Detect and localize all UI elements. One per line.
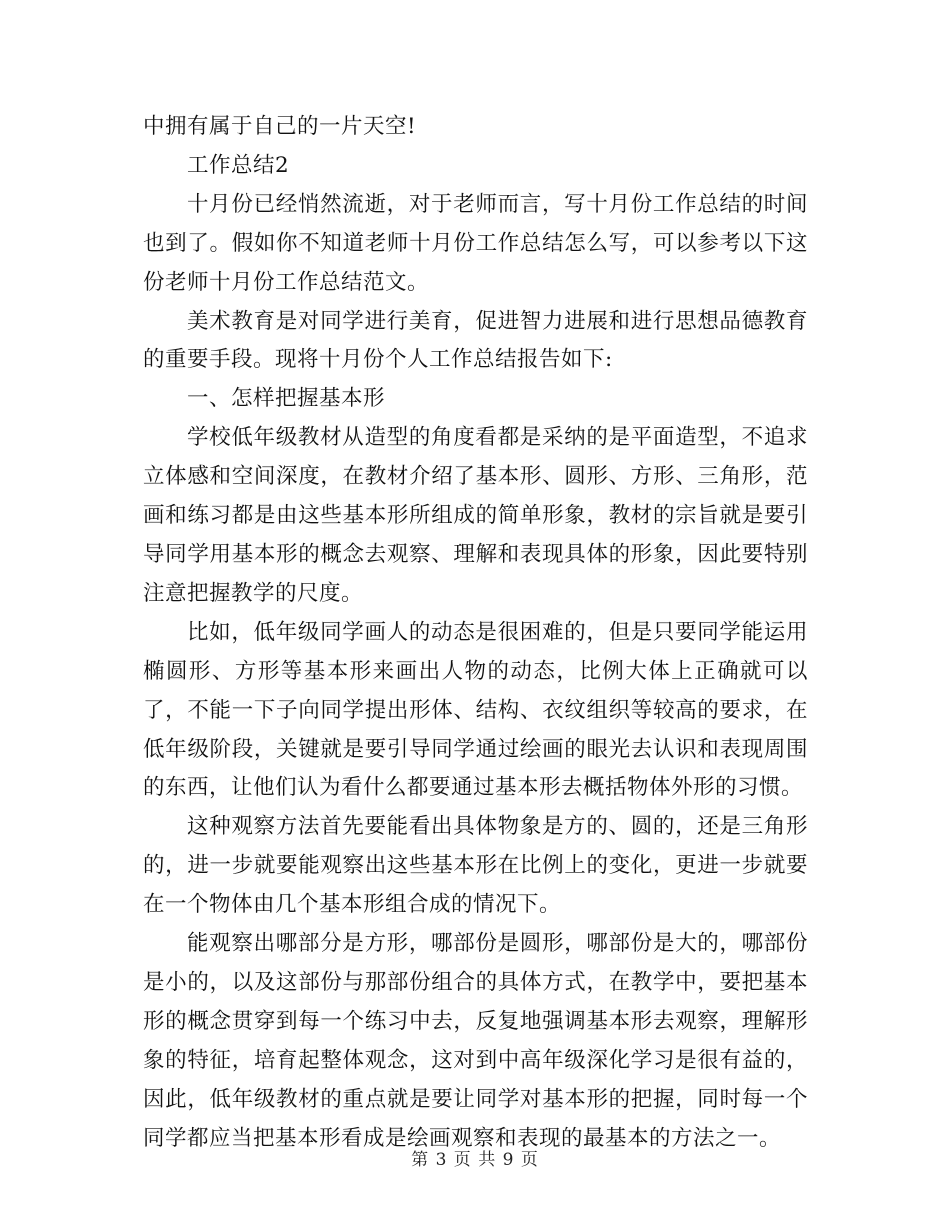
paragraph: 中拥有属于自己的一片天空! (143, 114, 417, 139)
paragraph: 比如，低年级同学画人的动态是很困难的，但是只要同学能运用椭圆形、方形等基本形来画出人物的动态，比例大体上正确就可以了，不能一下子向同学提出形体、结构、衣纹组织等较高的要求，在低年级阶段，关键就是要引导同学通过绘画的眼光去认识和表现周围的东西，让他们认为看什么都要通过基本形去概括物体外形的习惯。 (143, 619, 808, 801)
document-body (143, 108, 808, 1158)
page-footer (0, 1148, 950, 1172)
subsection-heading: 一、怎样把握基本形 (187, 386, 386, 412)
paragraph: 十月份已经悄然流逝，对于老师而言，写十月份工作总结的时间也到了。假如你不知道老师十月份工作总结怎么写，可以参考以下这份老师十月份工作总结范文。 (143, 191, 808, 295)
paragraph: 学校低年级教材从造型的角度看都是采纳的是平面造型，不追求立体感和空间深度，在教材介绍了基本形、圆形、方形、三角形，范画和练习都是由这些基本形所组成的简单形象，教材的宗旨就是要引导同学用基本形的概念去观察、理解和表现具体的形象，因此要特别注意把握教学的尺度。 (143, 425, 808, 606)
paragraph: 这种观察方法首先要能看出具体物象是方的、圆的，还是三角形的，进一步就要能观察出这些基本形在比例上的变化，更进一步就要在一个物体由几个基本形组合成的情况下。 (143, 814, 808, 918)
paragraph: 能观察出哪部分是方形，哪部份是圆形，哪部份是大的，哪部份是小的，以及这部份与那部份组合的具体方式，在教学中，要把基本形的概念贯穿到每一个练习中去，反复地强调基本形去观察，理解形象的特征，培育起整体观念，这对到中高年级深化学习是很有益的，因此，低年级教材的重点就是要让同学对基本形的把握，同时每一个同学都应当把基本形看成是绘画观察和表现的最基本的方法之一。 (143, 931, 808, 1151)
page-number: 第 3 页 共 9 页 (411, 1150, 539, 1170)
section-heading: 工作总结2 (187, 152, 290, 178)
paragraph: 美术教育是对同学进行美育，促进智力进展和进行思想品德教育的重要手段。现将十月份个人工作总结报告如下: (143, 308, 808, 373)
